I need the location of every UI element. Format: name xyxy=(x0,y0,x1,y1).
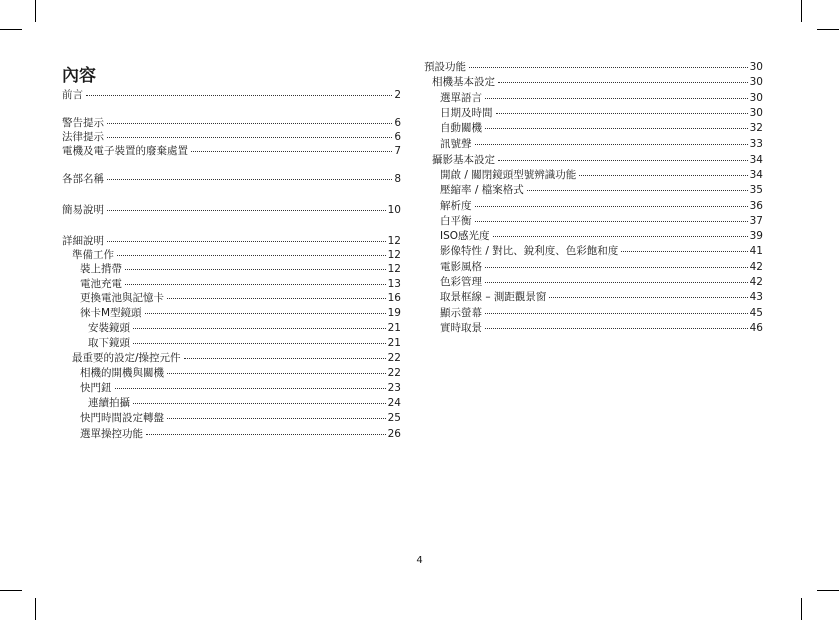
dot-leader xyxy=(117,255,386,256)
toc-entry-page: 7 xyxy=(394,145,401,157)
crop-mark xyxy=(801,598,802,620)
dot-leader xyxy=(469,67,748,68)
toc-entry-label: 快門鈕 xyxy=(80,382,112,394)
toc-entry-page: 26 xyxy=(387,428,401,440)
toc-entry-label: 選單語言 xyxy=(440,92,482,104)
dot-leader xyxy=(485,282,748,283)
dot-leader xyxy=(184,358,386,359)
toc-entry-page: 21 xyxy=(387,322,401,334)
toc-entry[interactable] xyxy=(62,262,401,276)
toc-entry[interactable] xyxy=(62,277,401,291)
toc-entry[interactable] xyxy=(62,336,401,350)
toc-entry[interactable] xyxy=(424,60,763,74)
toc-entry-page: 43 xyxy=(749,291,763,303)
toc-entry-label: 取景框線 – 測距觀景窗 xyxy=(440,291,547,303)
toc-entry-page: 35 xyxy=(749,184,763,196)
dot-leader xyxy=(133,328,386,329)
dot-leader xyxy=(549,297,747,298)
toc-entry-label: 前言 xyxy=(62,89,83,101)
toc-entry[interactable] xyxy=(62,396,401,410)
toc-entry[interactable] xyxy=(424,306,763,320)
toc-entry-page: 6 xyxy=(394,131,401,143)
toc-entry-page: 39 xyxy=(749,230,763,242)
toc-entry-page: 12 xyxy=(387,263,401,275)
toc-entry-label: 最重要的設定/操控元件 xyxy=(72,352,181,364)
toc-entry-page: 30 xyxy=(749,92,763,104)
dot-leader xyxy=(146,434,386,435)
dot-leader xyxy=(145,313,386,314)
toc-entry-label: 相機基本設定 xyxy=(432,76,495,88)
dot-leader xyxy=(86,95,392,96)
toc-entry-page: 10 xyxy=(387,204,401,216)
dot-leader xyxy=(107,241,386,242)
dot-leader xyxy=(133,403,386,404)
toc-entry-label: 徠卡M型鏡頭 xyxy=(80,307,142,319)
toc-entry-label: 選單操控功能 xyxy=(80,428,143,440)
dot-leader xyxy=(167,298,386,299)
toc-entry-page: 45 xyxy=(749,307,763,319)
toc-entry[interactable] xyxy=(62,248,401,262)
dot-leader xyxy=(485,98,748,99)
dot-leader xyxy=(107,210,386,211)
toc-entry[interactable] xyxy=(62,116,401,130)
toc-entry[interactable] xyxy=(424,275,763,289)
toc-entry-label: 預設功能 xyxy=(424,61,466,73)
dot-leader xyxy=(167,373,386,374)
toc-entry-page: 12 xyxy=(387,249,401,261)
page-title: 內容 xyxy=(62,66,96,86)
toc-entry-label: 電池充電 xyxy=(80,278,122,290)
dot-leader xyxy=(621,251,747,252)
toc-entry-label: 攝影基本設定 xyxy=(432,154,495,166)
toc-entry[interactable] xyxy=(62,411,401,425)
crop-mark xyxy=(0,590,22,591)
toc-entry-label: 影像特性 / 對比、銳利度、色彩飽和度 xyxy=(440,245,619,257)
page-number: 4 xyxy=(416,555,423,566)
toc-entry-page: 36 xyxy=(749,200,763,212)
toc-entry-label: 相機的開機與關機 xyxy=(80,367,164,379)
toc-entry-page: 34 xyxy=(749,154,763,166)
toc-entry-label: 安裝鏡頭 xyxy=(88,322,130,334)
toc-entry-label: 顯示螢幕 xyxy=(440,307,482,319)
toc-entry[interactable] xyxy=(424,183,763,197)
toc-entry-label: 各部名稱 xyxy=(62,173,104,185)
dot-leader xyxy=(107,179,392,180)
dot-leader xyxy=(485,313,748,314)
toc-entry-label: 解析度 xyxy=(440,200,472,212)
toc-entry-label: 法律提示 xyxy=(62,131,104,143)
toc-entry[interactable] xyxy=(424,229,763,243)
toc-entry-label: 日期及時間 xyxy=(440,107,493,119)
toc-entry-label: 更換電池與記憶卡 xyxy=(80,292,164,304)
toc-entry-page: 34 xyxy=(749,169,763,181)
toc-entry-page: 23 xyxy=(387,382,401,394)
toc-entry-label: 白平衡 xyxy=(440,215,472,227)
dot-leader xyxy=(527,190,748,191)
toc-entry[interactable] xyxy=(62,306,401,320)
toc-entry-label: 電影風格 xyxy=(440,261,482,273)
toc-entry[interactable] xyxy=(62,427,401,441)
crop-mark xyxy=(817,29,839,30)
crop-mark xyxy=(817,590,839,591)
toc-entry-page: 33 xyxy=(749,138,763,150)
toc-entry[interactable] xyxy=(424,75,763,89)
toc-entry-label: 準備工作 xyxy=(72,249,114,261)
crop-mark xyxy=(35,598,36,620)
toc-entry-label: 實時取景 xyxy=(440,322,482,334)
dot-leader xyxy=(125,284,386,285)
toc-entry-page: 42 xyxy=(749,261,763,273)
dot-leader xyxy=(485,267,748,268)
toc-entry-page: 24 xyxy=(387,397,401,409)
toc-entry-label: 電機及電子裝置的廢棄處置 xyxy=(62,145,188,157)
dot-leader xyxy=(107,137,392,138)
toc-entry[interactable] xyxy=(424,214,763,228)
toc-entry[interactable] xyxy=(424,199,763,213)
toc-entry[interactable] xyxy=(62,366,401,380)
dot-leader xyxy=(496,113,748,114)
toc-entry-page: 21 xyxy=(387,337,401,349)
toc-entry-label: 色彩管理 xyxy=(440,276,482,288)
toc-entry[interactable] xyxy=(62,88,401,102)
toc-entry-label: 訊號聲 xyxy=(440,138,472,150)
dot-leader xyxy=(191,151,392,152)
toc-entry[interactable] xyxy=(62,291,401,305)
toc-entry[interactable] xyxy=(424,121,763,135)
dot-leader xyxy=(133,343,386,344)
toc-entry-page: 2 xyxy=(394,89,401,101)
toc-entry[interactable] xyxy=(62,203,401,217)
dot-leader xyxy=(498,82,748,83)
toc-entry[interactable] xyxy=(424,244,763,258)
toc-entry[interactable] xyxy=(424,260,763,274)
toc-entry-page: 42 xyxy=(749,276,763,288)
toc-entry-page: 8 xyxy=(394,173,401,185)
toc-entry-page: 22 xyxy=(387,367,401,379)
dot-leader xyxy=(498,160,748,161)
toc-entry[interactable] xyxy=(62,381,401,395)
toc-entry[interactable] xyxy=(62,351,401,365)
dot-leader xyxy=(579,175,747,176)
toc-entry-page: 12 xyxy=(387,235,401,247)
toc-entry-page: 22 xyxy=(387,352,401,364)
toc-entry-label: 開啟 / 關閉鏡頭型號辨識功能 xyxy=(440,169,577,181)
toc-entry-label: 連續拍攝 xyxy=(88,397,130,409)
toc-entry[interactable] xyxy=(424,168,763,182)
toc-entry-page: 30 xyxy=(749,76,763,88)
toc-entry[interactable] xyxy=(62,130,401,144)
dot-leader xyxy=(115,388,386,389)
toc-entry[interactable] xyxy=(62,172,401,186)
toc-entry[interactable] xyxy=(424,91,763,105)
toc-entry[interactable] xyxy=(62,144,401,158)
toc-entry-label: ISO感光度 xyxy=(440,230,490,242)
toc-entry-label: 取下鏡頭 xyxy=(88,337,130,349)
dot-leader xyxy=(485,328,748,329)
dot-leader xyxy=(107,123,392,124)
toc-entry[interactable] xyxy=(424,137,763,151)
toc-entry[interactable] xyxy=(62,234,401,248)
crop-mark xyxy=(0,29,22,30)
dot-leader xyxy=(475,144,748,145)
toc-entry[interactable] xyxy=(62,321,401,335)
toc-entry-label: 警告提示 xyxy=(62,117,104,129)
toc-entry-label: 詳細說明 xyxy=(62,235,104,247)
dot-leader xyxy=(493,236,748,237)
toc-entry-page: 13 xyxy=(387,278,401,290)
dot-leader xyxy=(475,206,748,207)
toc-entry-page: 19 xyxy=(387,307,401,319)
toc-entry-page: 30 xyxy=(749,61,763,73)
dot-leader xyxy=(125,269,386,270)
toc-entry[interactable] xyxy=(424,321,763,335)
toc-entry[interactable] xyxy=(424,153,763,167)
toc-entry-page: 37 xyxy=(749,215,763,227)
toc-entry-page: 46 xyxy=(749,322,763,334)
crop-mark xyxy=(801,0,802,22)
toc-entry-label: 快門時間設定轉盤 xyxy=(80,412,164,424)
toc-entry-label: 裝上揹帶 xyxy=(80,263,122,275)
toc-entry-label: 簡易說明 xyxy=(62,204,104,216)
toc-entry-page: 25 xyxy=(387,412,401,424)
toc-entry[interactable] xyxy=(424,106,763,120)
toc-entry-page: 30 xyxy=(749,107,763,119)
dot-leader xyxy=(475,221,748,222)
toc-entry-page: 16 xyxy=(387,292,401,304)
dot-leader xyxy=(167,418,386,419)
toc-entry[interactable] xyxy=(424,290,763,304)
toc-entry-label: 自動關機 xyxy=(440,122,482,134)
crop-mark xyxy=(35,0,36,22)
toc-entry-page: 32 xyxy=(749,122,763,134)
dot-leader xyxy=(485,128,748,129)
toc-entry-page: 41 xyxy=(749,245,763,257)
toc-entry-page: 6 xyxy=(394,117,401,129)
toc-entry-label: 壓縮率 / 檔案格式 xyxy=(440,184,524,196)
